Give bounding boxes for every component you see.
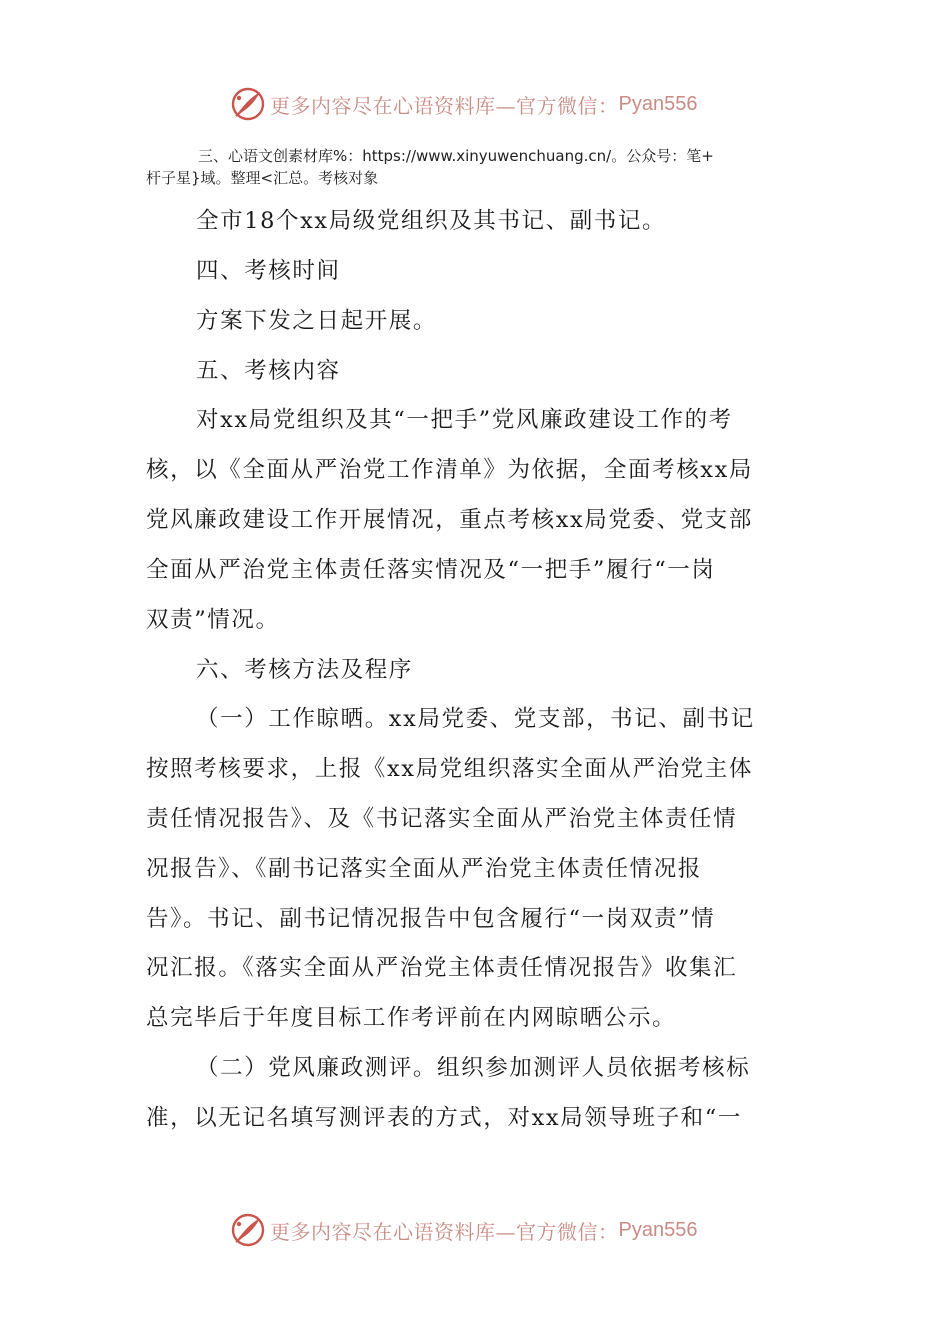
body-line: 准，以无记名填写测评表的方式，对xx局领导班子和“一 [146, 1105, 742, 1131]
body-line: 告》。书记、副书记情况报告中包含履行“一岗双责”情 [146, 906, 716, 932]
body-line: 总完毕后于年度目标工作考评前在内网晾晒公示。 [146, 1005, 677, 1031]
body-line: 党风廉政建设工作开展情况，重点考核xx局党委、党支部 [146, 507, 753, 533]
body-line: 责任情况报告》、及《书记落实全面从严治党主体责任情 [146, 806, 738, 832]
body-line: （一）工作晾晒。xx局党委、党支部，书记、副书记 [196, 706, 755, 732]
body-line: 核，以《全面从严治党工作清单》为依据，全面考核xx局 [146, 457, 753, 483]
quill-logo-icon [230, 1212, 266, 1248]
header-note-line: 三、心语文创素材库%：https://www.xinyuwenchuang.cn/。公众号：笔+ [198, 147, 714, 165]
banner-text: 更多内容尽在心语资料库—官方微信： [270, 1219, 619, 1244]
footer-banner [230, 1210, 697, 1250]
body-line: 对xx局党组织及其“一把手”党风廉政建设工作的考 [196, 407, 733, 433]
header-banner [230, 84, 697, 124]
body-line: 按照考核要求，上报《xx局党组织落实全面从严治党主体 [146, 756, 753, 782]
section-heading: 六、考核方法及程序 [196, 657, 413, 683]
body-line: 方案下发之日起开展。 [196, 308, 438, 334]
header-note-line: 杆子星}域。整理<汇总。考核对象 [146, 169, 379, 187]
section-heading: 四、考核时间 [196, 258, 341, 284]
body-line: 全面从严治党主体责任落实情况及“一把手”履行“一岗 [146, 557, 716, 583]
quill-logo-icon [230, 86, 266, 122]
banner-text: 更多内容尽在心语资料库—官方微信： [270, 93, 619, 118]
section-heading: 五、考核内容 [196, 358, 341, 384]
body-line: 双责”情况。 [146, 607, 280, 633]
banner-wechat-id: Pyan556 [618, 1218, 698, 1241]
body-line: 况报告》、《副书记落实全面从严治党主体责任情况报 [146, 856, 702, 882]
body-line: 全市18个xx局级党组织及其书记、副书记。 [196, 208, 667, 234]
body-line: （二）党风廉政测评。组织参加测评人员依据考核标 [196, 1055, 751, 1081]
banner-wechat-id: Pyan556 [618, 92, 698, 115]
body-line: 况汇报。《落实全面从严治党主体责任情况报告》收集汇 [146, 955, 738, 981]
